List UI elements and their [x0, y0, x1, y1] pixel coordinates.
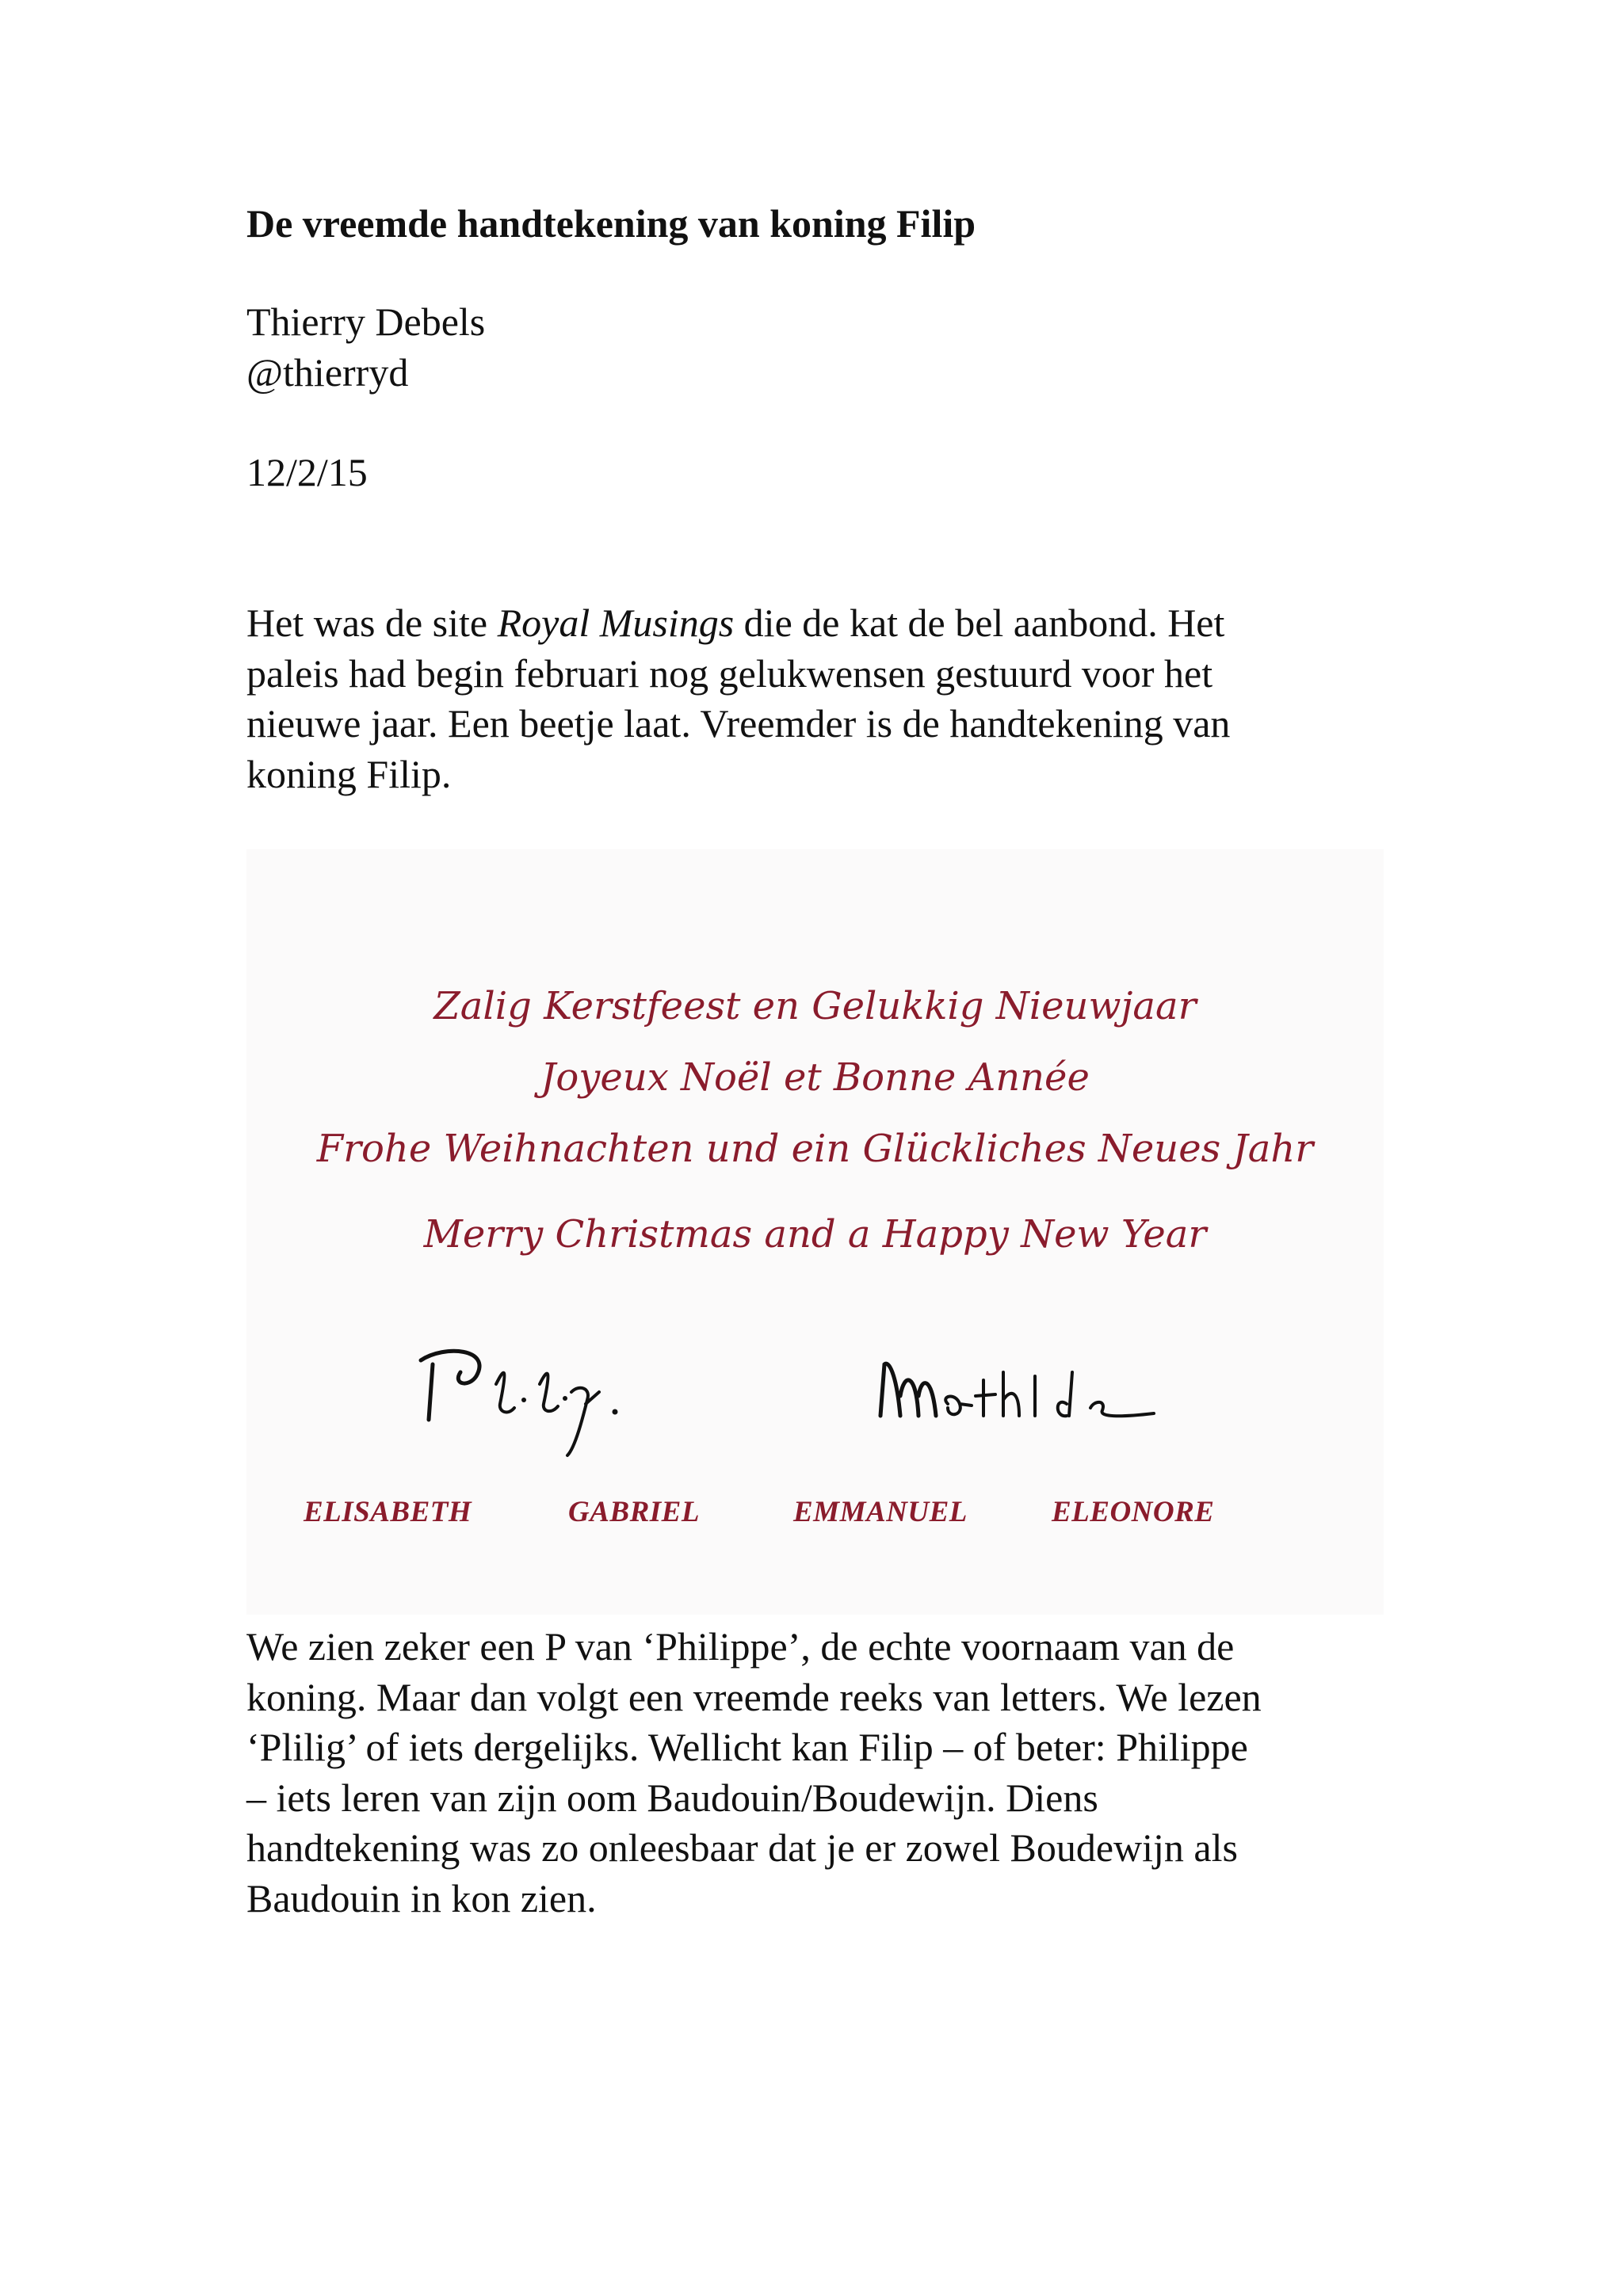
greeting-english: Merry Christmas and a Happy New Year: [423, 1212, 1207, 1257]
greeting-dutch: Zalig Kerstfeest en Gelukkig Nieuwjaar: [433, 984, 1197, 1028]
paragraph-line: koning. Maar dan volgt een vreemde reeks van letters. We lezen: [246, 1674, 1262, 1719]
paragraph-line: Baudouin in kon zien.: [246, 1875, 597, 1920]
paragraph-line: paleis had begin februari nog gelukwensen gestuurd voor het: [246, 650, 1213, 696]
site-name: Royal Musings: [497, 601, 735, 645]
article-title: De vreemde handtekening van koning Filip: [246, 201, 976, 246]
child-name-elisabeth: ELISABETH: [304, 1496, 472, 1528]
paragraph-line: We zien zeker een P van ‘Philippe’, de echte voornaam van de: [246, 1624, 1235, 1669]
paragraph-line: handtekening was zo onleesbaar dat je er zowel Boudewijn als: [246, 1825, 1238, 1870]
paragraph-line: ‘Plilig’ of iets dergelijks. Wellicht kan Filip – of beter: Philippe: [246, 1725, 1248, 1769]
publication-date: 12/2/15: [246, 450, 368, 494]
paragraph-line: [246, 598, 1396, 649]
greeting-german: Frohe Weihnachten und ein Glückliches Neues Jahr: [316, 1127, 1314, 1171]
paragraph-line: – iets leren van zijn oom Baudouin/Boudewijn. Diens: [246, 1775, 1098, 1820]
greeting-card-image: [246, 849, 1384, 1615]
author-handle: @thierryd: [246, 350, 409, 395]
signature-philippe: [397, 1329, 635, 1463]
text-run: Het was de site: [246, 601, 498, 645]
signature-mathilde: [865, 1348, 1166, 1444]
child-name-gabriel: GABRIEL: [568, 1496, 700, 1528]
paragraph-analysis: [246, 1622, 1396, 1924]
paragraph-intro: [246, 598, 1396, 799]
child-name-emmanuel: EMMANUEL: [793, 1496, 968, 1528]
author-name: Thierry Debels: [246, 299, 486, 344]
paragraph-line: nieuwe jaar. Een beetje laat. Vreemder is de handtekening van: [246, 701, 1231, 746]
greeting-french: Joyeux Noël et Bonne Année: [540, 1055, 1090, 1100]
paragraph-line: koning Filip.: [246, 751, 452, 796]
text-run: die de kat de bel aanbond. Het: [734, 601, 1225, 645]
child-name-eleonore: ELEONORE: [1052, 1496, 1215, 1528]
